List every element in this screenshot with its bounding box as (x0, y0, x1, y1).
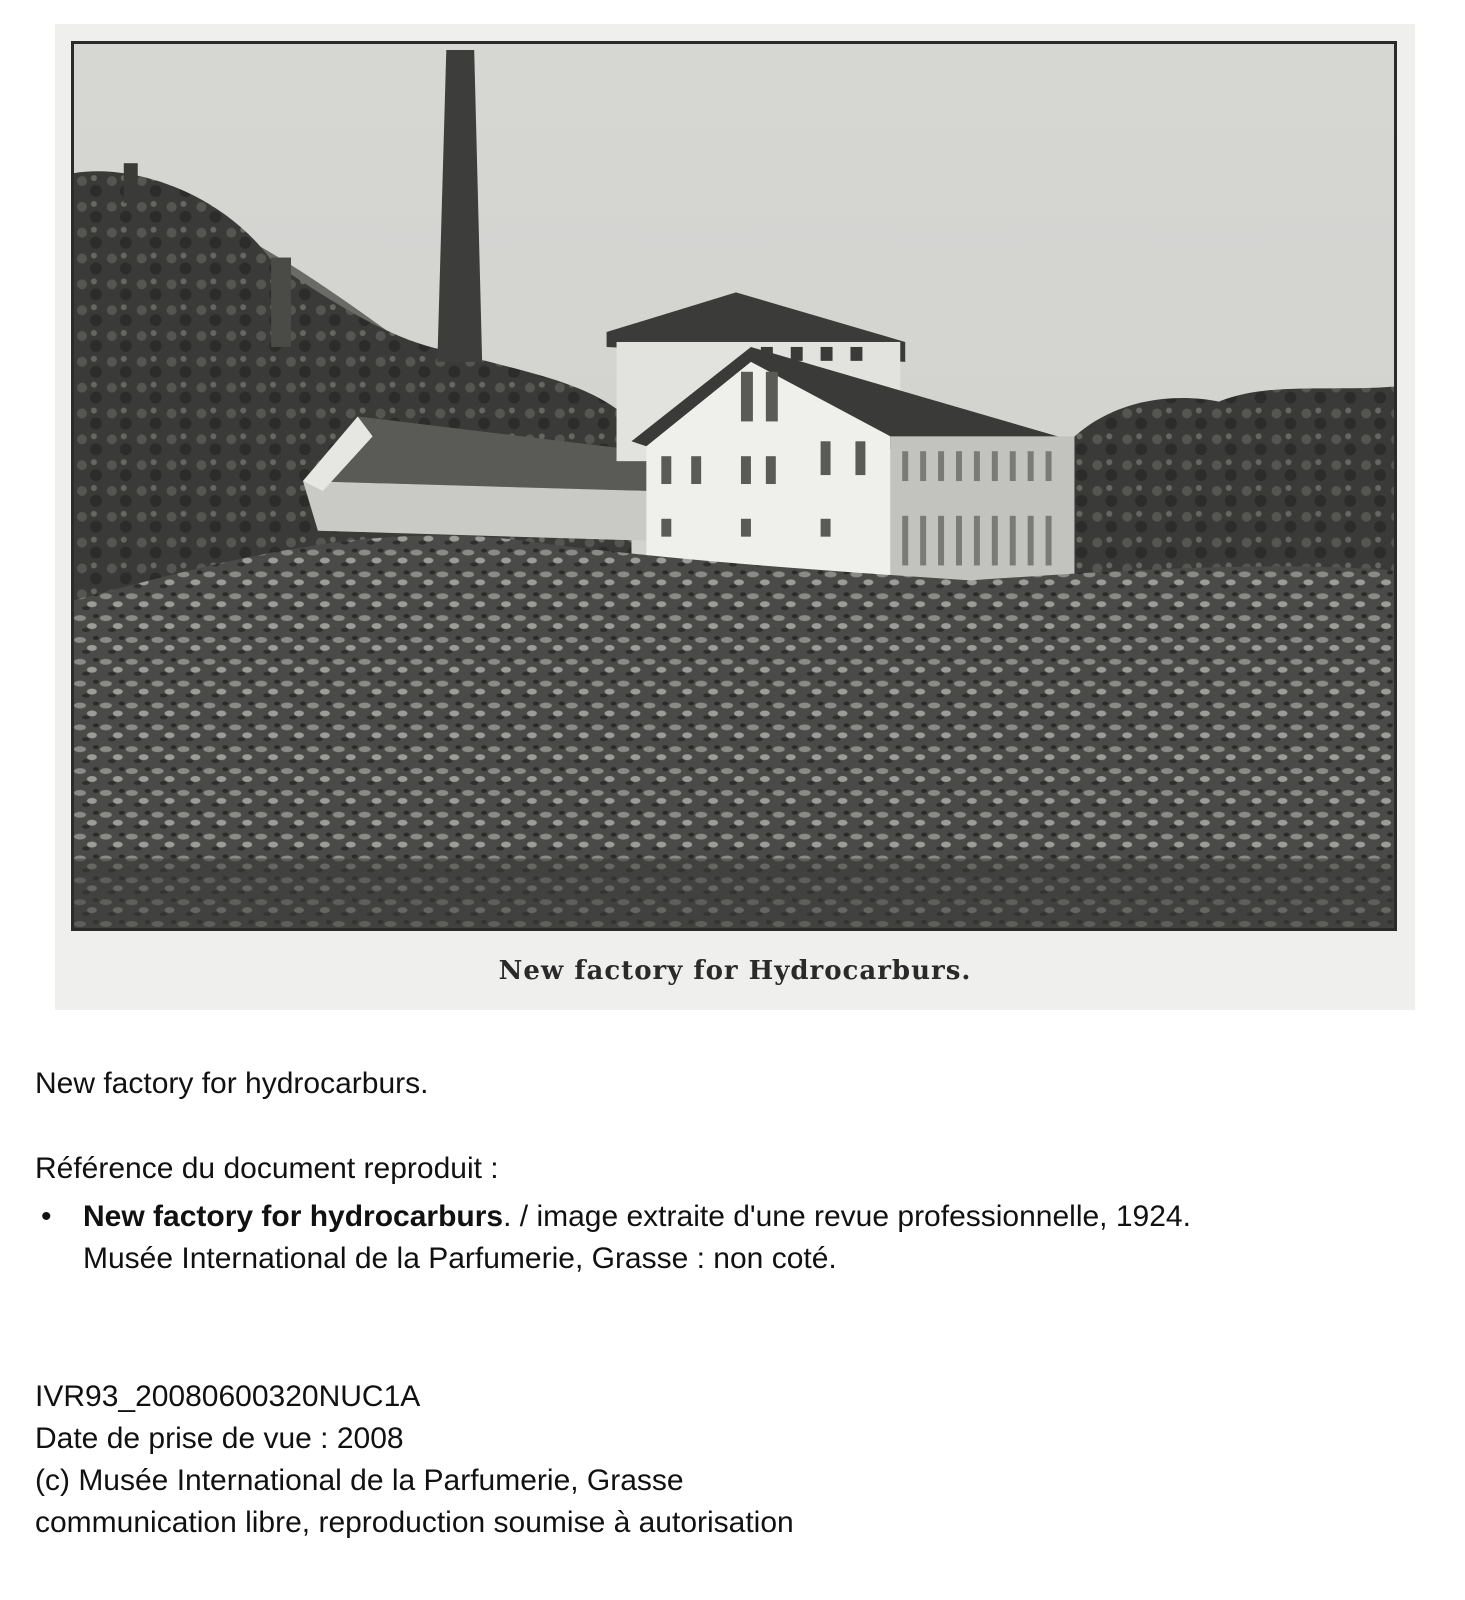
factory-photo-illustration (74, 44, 1394, 928)
reference-title: New factory for hydrocarburs (83, 1200, 504, 1233)
license-notice: communication libre, reproduction soumise à autorisation (35, 1506, 794, 1539)
list-item (35, 1196, 1435, 1280)
photo-caption: New factory for hydrocarburs. (35, 1067, 429, 1100)
document-id: IVR93_20080600320NUC1A (35, 1380, 421, 1413)
factory-photograph (71, 41, 1397, 931)
reference-list (35, 1196, 1435, 1280)
reference-source: Musée International de la Parfumerie, Grasse : non coté. (83, 1242, 837, 1275)
metadata-block (35, 1376, 794, 1544)
copyright-notice: (c) Musée International de la Parfumerie, Grasse (35, 1464, 684, 1497)
printed-photo-caption: New factory for Hydrocarburs. (498, 956, 972, 986)
capture-date: Date de prise de vue : 2008 (35, 1422, 404, 1455)
reference-heading: Référence du document reproduit : (35, 1152, 499, 1185)
scanned-page (55, 24, 1415, 1010)
bullet-icon: • (41, 1200, 52, 1233)
reference-description: . / image extraite d'une revue professionnelle, 1924. (503, 1200, 1191, 1233)
